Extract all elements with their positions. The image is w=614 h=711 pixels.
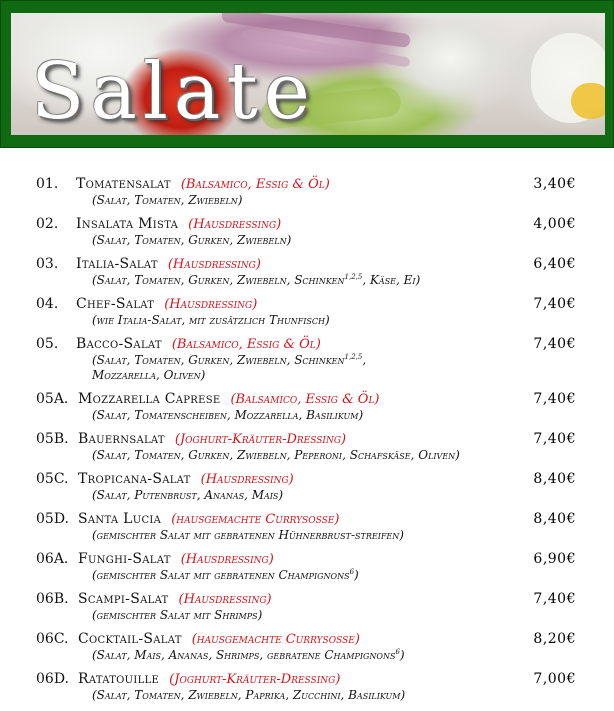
item-dressing: (Balsamico, Essig & Öl) — [180, 177, 330, 192]
item-number: 06D. — [36, 671, 69, 687]
item-description: (Salat, Tomaten, Gurken, Zwiebeln, Peperoni, Schafskäse, Oliven) — [92, 448, 460, 462]
allergen-footnote: 1,2,5 — [344, 353, 363, 361]
item-description: (gemischter Salat mit gebratenen Hühnerbrust-streifen) — [92, 528, 404, 542]
item-name: Scampi-Salat — [78, 591, 169, 607]
item-price: 7,40€ — [533, 391, 576, 407]
menu-item — [36, 591, 576, 623]
item-description — [36, 568, 576, 583]
item-description: (Salat, Tomaten, Zwiebeln) — [92, 193, 243, 207]
item-name: Tropicana-Salat — [78, 471, 191, 487]
item-description — [36, 353, 576, 368]
item-description — [36, 648, 576, 663]
menu-item — [36, 511, 576, 543]
allergen-footnote: 6 — [349, 568, 355, 576]
menu-item — [36, 671, 576, 703]
item-name: Ratatouille — [78, 671, 160, 687]
menu-item — [36, 176, 576, 208]
item-price: 6,40€ — [533, 256, 576, 272]
item-number: 06C. — [36, 631, 69, 647]
item-name: Italia-Salat — [76, 256, 158, 272]
item-number: 04. — [36, 296, 59, 312]
menu-item — [36, 391, 576, 423]
item-description: (gemischter Salat mit Shrimps) — [92, 608, 263, 622]
item-price: 8,40€ — [533, 511, 576, 527]
item-dressing: (Balsamico, Essig & Öl) — [171, 337, 321, 352]
item-description-line2: Mozzarella, Oliven) — [92, 368, 206, 382]
item-price: 7,00€ — [533, 671, 576, 687]
item-description — [36, 273, 576, 288]
item-price: 7,40€ — [533, 591, 576, 607]
item-price: 7,40€ — [533, 296, 576, 312]
item-dressing: (hausgemachte Currysosse) — [171, 512, 340, 527]
item-dressing: (Hausdressing) — [200, 472, 294, 487]
page-title: Salate — [31, 47, 316, 135]
description-text-end: , Käse, Ei) — [362, 273, 421, 287]
item-description: (Salat, Putenbrust, Ananas, Mais) — [92, 488, 284, 502]
item-description: (Salat, Tomaten, Gurken, Zwiebeln) — [92, 233, 292, 247]
item-price: 6,90€ — [533, 551, 576, 567]
item-dressing: (Hausdressing) — [164, 297, 258, 312]
item-name: Cocktail-Salat — [78, 631, 182, 647]
item-number: 01. — [36, 176, 59, 192]
item-description: (Salat, Tomaten, Zwiebeln, Paprika, Zucchini, Basilikum) — [92, 688, 406, 702]
menu-item — [36, 336, 576, 383]
item-description: (Salat, Tomatenscheiben, Mozzarella, Basilikum) — [92, 408, 364, 422]
item-number: 03. — [36, 256, 59, 272]
menu-item — [36, 471, 576, 503]
menu-item — [36, 256, 576, 288]
item-dressing: (Joghurt-Kräuter-Dressing) — [174, 432, 347, 447]
item-price: 7,40€ — [533, 431, 576, 447]
item-name: Bacco-Salat — [76, 336, 162, 352]
description-text: (Salat, Tomaten, Gurken, Zwiebeln, Schinken — [92, 273, 345, 287]
item-price: 3,40€ — [533, 176, 576, 192]
item-price: 7,40€ — [533, 336, 576, 352]
item-name: Bauernsalat — [78, 431, 165, 447]
item-dressing: (Joghurt-Kräuter-Dressing) — [169, 672, 341, 687]
item-dressing: (hausgemachte Currysosse) — [191, 632, 360, 647]
description-text-end: ) — [354, 568, 359, 582]
menu-item — [36, 431, 576, 463]
item-dressing: (Hausdressing) — [178, 592, 272, 607]
item-number: 05A. — [36, 391, 69, 407]
salad-photo — [11, 13, 605, 135]
item-number: 02. — [36, 216, 59, 232]
item-dressing: (Hausdressing) — [180, 552, 274, 567]
menu-item — [36, 296, 576, 328]
item-name: Mozzarella Caprese — [78, 391, 221, 407]
item-dressing: (Hausdressing) — [167, 257, 261, 272]
item-dressing: (Balsamico, Essig & Öl) — [230, 392, 380, 407]
description-text: (Salat, Tomaten, Gurken, Zwiebeln, Schinken — [92, 353, 345, 367]
item-price: 8,40€ — [533, 471, 576, 487]
item-name: Insalata Mista — [76, 216, 179, 232]
allergen-footnote: 1,2,5 — [344, 273, 363, 281]
item-description: (wie Italia-Salat, mit zusätzlich Thunfisch) — [92, 313, 330, 327]
salad-menu-list — [36, 176, 576, 711]
item-name: Funghi-Salat — [78, 551, 171, 567]
header-banner — [0, 0, 614, 148]
description-text: (Salat, Mais, Ananas, Shrimps, gebratene Champignons — [92, 648, 396, 662]
allergen-footnote: 6 — [395, 648, 400, 656]
menu-item — [36, 551, 576, 583]
item-number: 05C. — [36, 471, 69, 487]
description-text-end: , — [362, 353, 367, 367]
item-number: 06B. — [36, 591, 69, 607]
item-price: 4,00€ — [533, 216, 576, 232]
item-name: Tomatensalat — [76, 176, 171, 192]
item-name: Chef-Salat — [76, 296, 155, 312]
item-name: Santa Lucia — [78, 511, 162, 527]
description-text-end: ) — [399, 648, 405, 662]
item-number: 05. — [36, 336, 59, 352]
menu-item — [36, 216, 576, 248]
item-number: 05D. — [36, 511, 69, 527]
item-number: 06A. — [36, 551, 69, 567]
item-number: 05B. — [36, 431, 69, 447]
description-text: (gemischter Salat mit gebratenen Champignons — [92, 568, 350, 582]
item-price: 8,20€ — [533, 631, 576, 647]
item-dressing: (Hausdressing) — [188, 217, 282, 232]
egg-yolk — [571, 83, 605, 119]
menu-item — [36, 631, 576, 663]
